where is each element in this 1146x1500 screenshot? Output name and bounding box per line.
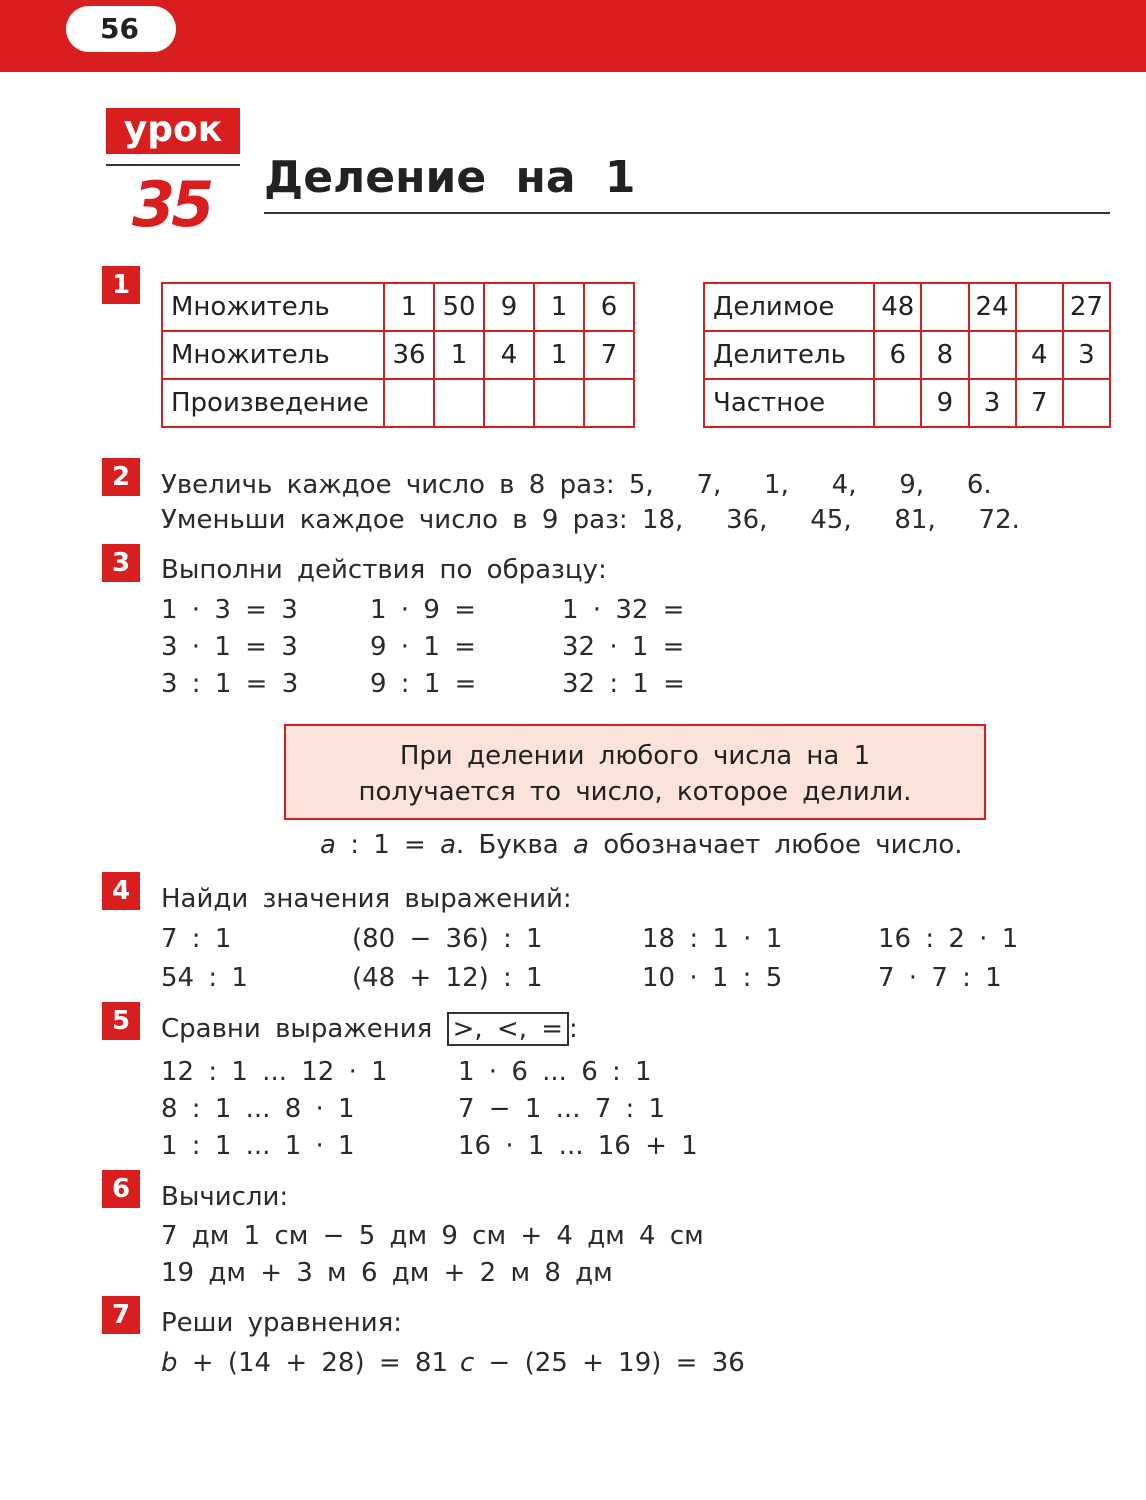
table-cell <box>1063 379 1110 427</box>
rule-formula <box>320 830 963 860</box>
task5-heading-line <box>161 1014 578 1044</box>
comparison-signs: >, <, = <box>447 1012 569 1046</box>
task4-expr: 7 : 1 <box>161 924 232 954</box>
task4-expr: (48 + 12) : 1 <box>352 963 543 993</box>
table-cell: 6 <box>874 331 921 379</box>
task5-expr: 12 : 1 ... 12 · 1 <box>161 1057 388 1087</box>
lesson-number: 35 <box>132 168 211 241</box>
task4-expr: 16 : 2 · 1 <box>878 924 1019 954</box>
task6-line: 7 дм 1 см − 5 дм 9 см + 4 дм 4 см <box>161 1221 704 1251</box>
table-cell <box>384 379 434 427</box>
task7-equation-1 <box>161 1348 448 1378</box>
table-cell <box>1016 283 1063 331</box>
lesson-label: урок <box>106 108 240 154</box>
task4-expr: 7 · 7 : 1 <box>878 963 1002 993</box>
table-cell: 24 <box>969 283 1016 331</box>
page-number: 56 <box>66 6 176 52</box>
table-cell: 9 <box>484 283 534 331</box>
table-cell: 36 <box>384 331 434 379</box>
row-label: Множитель <box>162 283 384 331</box>
table-row <box>162 283 634 331</box>
equation-rest: − (25 + 19) = 36 <box>474 1348 745 1378</box>
formula-part: обозначает любое число. <box>588 830 963 860</box>
task3-expr: 9 · 1 = <box>370 632 476 662</box>
task7-heading: Реши уравнения: <box>161 1308 403 1338</box>
task4-expr: (80 − 36) : 1 <box>352 924 543 954</box>
formula-part: : 1 = <box>335 830 441 860</box>
formula-var: a <box>573 830 589 860</box>
table-cell: 6 <box>584 283 634 331</box>
table-cell: 48 <box>874 283 921 331</box>
table-cell <box>921 283 968 331</box>
table-cell: 3 <box>1063 331 1110 379</box>
task-number-6: 6 <box>102 1170 140 1208</box>
equation-rest: + (14 + 28) = 81 <box>177 1348 448 1378</box>
task6-heading: Вычисли: <box>161 1182 289 1212</box>
task3-expr: 3 · 1 = 3 <box>161 632 298 662</box>
task5-expr: 8 : 1 ... 8 · 1 <box>161 1094 355 1124</box>
page-title: Деление на 1 <box>264 152 636 203</box>
table-row <box>162 331 634 379</box>
table-row <box>162 379 634 427</box>
task3-expr: 32 · 1 = <box>562 632 685 662</box>
table-cell: 4 <box>1016 331 1063 379</box>
table-cell: 4 <box>484 331 534 379</box>
task3-expr: 1 · 9 = <box>370 595 476 625</box>
equation-var: c <box>460 1348 475 1378</box>
task-number-7: 7 <box>102 1296 140 1334</box>
task5-expr: 7 − 1 ... 7 : 1 <box>458 1094 666 1124</box>
row-label: Произведение <box>162 379 384 427</box>
task4-expr: 54 : 1 <box>161 963 248 993</box>
task3-heading: Выполни действия по образцу: <box>161 555 607 585</box>
task-number-5: 5 <box>102 1002 140 1040</box>
table-row <box>704 331 1110 379</box>
title-underline <box>264 212 1110 214</box>
table-cell: 50 <box>434 283 484 331</box>
table-cell: 9 <box>921 379 968 427</box>
row-label: Делитель <box>704 331 874 379</box>
formula-var: a <box>320 830 336 860</box>
table-cell: 27 <box>1063 283 1110 331</box>
task3-expr: 3 : 1 = 3 <box>161 669 299 699</box>
table-cell <box>584 379 634 427</box>
table-cell: 7 <box>1016 379 1063 427</box>
table-cell <box>874 379 921 427</box>
equation-var: b <box>161 1348 178 1378</box>
task4-expr: 10 · 1 : 5 <box>642 963 783 993</box>
table-cell: 3 <box>969 379 1016 427</box>
task5-heading: Сравни выражения <box>161 1014 433 1044</box>
task7-equation-2 <box>460 1348 745 1378</box>
division-table <box>703 282 1111 428</box>
rule-line-2: получается то число, которое делили. <box>358 777 912 807</box>
table-cell <box>969 331 1016 379</box>
task-number-3: 3 <box>102 544 140 582</box>
table-cell: 1 <box>534 331 584 379</box>
row-label: Делимое <box>704 283 874 331</box>
task4-heading: Найди значения выражений: <box>161 884 572 914</box>
task3-expr: 9 : 1 = <box>370 669 477 699</box>
table-row <box>704 283 1110 331</box>
lesson-divider <box>106 164 240 166</box>
task5-expr: 1 · 6 ... 6 : 1 <box>458 1057 652 1087</box>
task3-expr: 32 : 1 = <box>562 669 685 699</box>
row-label: Множитель <box>162 331 384 379</box>
table-cell: 1 <box>384 283 434 331</box>
table-cell <box>484 379 534 427</box>
table-cell: 1 <box>434 331 484 379</box>
task2-line1: Увеличь каждое число в 8 раз: 5, 7, 1, 4, 9, 6. <box>161 470 992 500</box>
table-cell: 1 <box>534 283 584 331</box>
formula-part: . Буква <box>456 830 574 860</box>
formula-var: a <box>440 830 457 860</box>
task5-colon: : <box>569 1014 578 1044</box>
task2-line2: Уменьши каждое число в 9 раз: 18, 36, 45, 81, 72. <box>161 505 1020 535</box>
task-number-4: 4 <box>102 872 140 910</box>
row-label: Частное <box>704 379 874 427</box>
table-cell <box>534 379 584 427</box>
table-row <box>704 379 1110 427</box>
task4-expr: 18 : 1 · 1 <box>642 924 783 954</box>
task5-expr: 16 · 1 ... 16 + 1 <box>458 1131 698 1161</box>
rule-box <box>284 724 986 820</box>
task6-line: 19 дм + 3 м 6 дм + 2 м 8 дм <box>161 1258 613 1288</box>
task-number-1: 1 <box>102 266 140 304</box>
multiplication-table <box>161 282 635 428</box>
task5-expr: 1 : 1 ... 1 · 1 <box>161 1131 355 1161</box>
task3-expr: 1 · 32 = <box>562 595 685 625</box>
table-cell: 7 <box>584 331 634 379</box>
table-cell <box>434 379 484 427</box>
task3-expr: 1 · 3 = 3 <box>161 595 298 625</box>
task-number-2: 2 <box>102 458 140 496</box>
table-cell: 8 <box>921 331 968 379</box>
rule-line-1: При делении любого числа на 1 <box>399 741 871 771</box>
